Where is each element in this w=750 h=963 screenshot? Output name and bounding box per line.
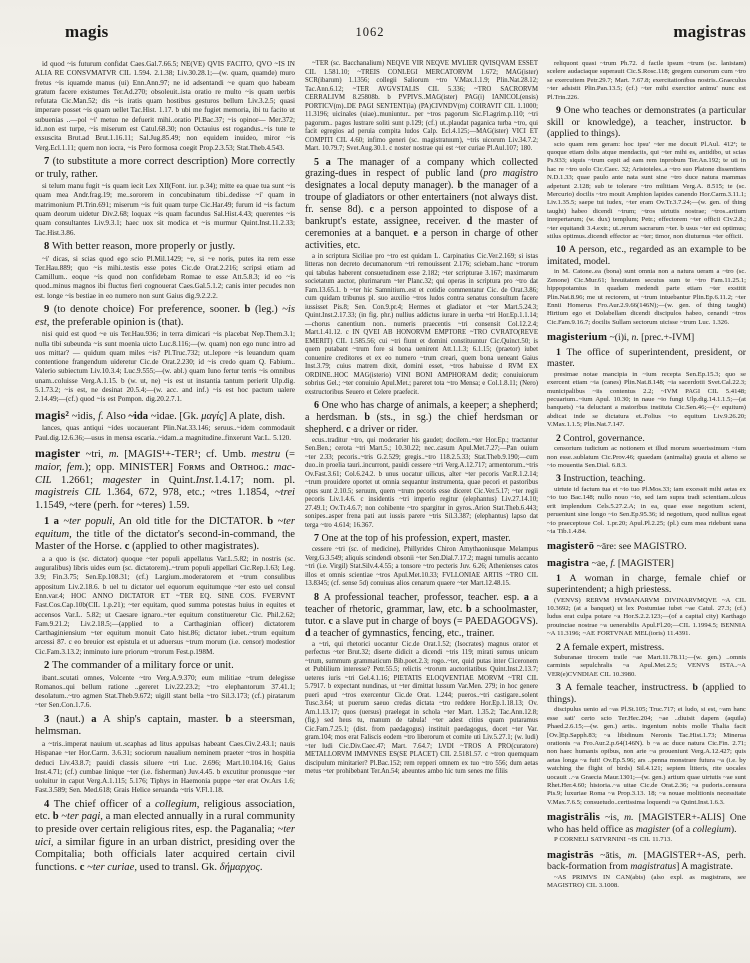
headword: magistrās bbox=[547, 848, 594, 861]
entry-headword-paragraph: magisterō ~āre: see MAGISTRO. bbox=[547, 540, 687, 553]
sense-heading: 8 With better reason, more properly or justly. bbox=[44, 240, 235, 252]
sense-heading: 3 Instruction, teaching. bbox=[556, 473, 646, 485]
sense-heading: 3 (naut.) a A ship's captain, master. b a steersman, helmsman. bbox=[35, 713, 296, 738]
entry-headword-paragraph: magis² ~idis, f. Also ~ida ~idae. [Gk. μαγίς] A plate, dish. bbox=[35, 408, 285, 422]
citation-paragraph: discipulus uenio ad ~as Pl.St.105; Truc.717; ei ludo, si est, ~am hanc esse sati' certo scio Ter.Hec.204; ~ae ..diuisit dapem (aquila) Phaed.2.6.15;—(w. gen.) artis.. ingenium nobis molle Thalia facit [Ov.]Ep.Sapph.83; ~a libidinum Neronis Tac.Hist.1.73; Minerua orationis ~a Fro.Aur.2.p.64(146N). b ~a ac duce natura Cic.Fin. 2.71; non haec humanis opibus, non arte ~a proueniunt Verg.A.12.427; quis aetas longa ~a fuit! Ov.Ep.5.96; ars ..penna monstrare futura ~a (i.e. by watching the flight of birds) Sil.4.121; septem litteris, rite uocales uocauit ..~a Graecia Maur.1301;—(w. gen.) artium quae uirtutis ~ae sunt Rhet.Her.4.60; historia..~a uitae Cic.de Orat.2.36; ~a pudoris..censura Pis.9; luxuriae Roma ~a Prop.3.13. 18; ~a nouae molitionis necessitate V.Max.7.6.5; consuetudo..certissima loquendi ~a Quint.Inst.1.6.3. bbox=[547, 706, 746, 806]
citation-paragraph: a ~tri, qui rhetorici uocantur Cic.de Orat.1.52; (Isocrates) magnus orator et perfectus ~ter Brut.32; diserte didicit a dicendi ~tris 119; mirati sumus unicum ~trum, summum grammaticum Bib.poet.2.3; rogo..~ter, quid putas inter Ciceronem et Publilium interesse? Petr.55.5; relictis ~trorum auctoritatibus Quint.Inst.2.13.7; ueteres iuris ~tri Gel.4.1.16; PIETATIS ELOQVENTIAE MORVM ~TRI CIL 5.7917. b expectant nundinas, ut ~ter dimittat lussum Var.Men. 279; in hoc genere pueri apud ~tros exercentur Cic.de Orat. 1.244; pueros..~tri castigare..solent Tusc.3.64; ut puerum saeuo credas dictata ~tro reddere Hor.Ep.1.18.13; Ov. Am.1.13.17; quos (uersus) praelegat in schola ~ter Mart. 1.35.2; Tac.Ann.12.8; (fig.) sed heus tu, manum de tabula! ~ter adest citius quam putaramus Cic.Fam.7.25.1; (dist. from paedagogus) instituit paedagogus, docet ~ter Var. gram.104; mos erat Faliscis eodem ~tro liberorum et comite uti Liv.5.27.1; (w. ludi) ~ter ludi Cic.Div.Caec.47; Mart. 7.64.7; LVDI ~TROS A PRO(curatore) METALLORVM IMMVNES ES(SE PLACET) CIL 2.5181.57. c ~tron quemquam discipulum minitarier? Pl.Bac.152; rem repperi omnem ex tuo ~tro 556; dum aetas metus ~ter prohibebant Ter.An.54; abeuntes ambo hic tum senes me filiis bbox=[305, 640, 538, 775]
sense-heading: 4 The chief officer of a collegium, religious association, etc. b ~ter pagi, a man elected annually in a rural community to preside over certain religious rites, esp. the Paganalia; ~ter uici, a similar figure in an urban district, presiding over the Compitalia; both officials later acquired certain civil functions. c ~ter curiae, used to transl. Gk. δήμαρχος. bbox=[35, 798, 295, 873]
sense-number: 8 bbox=[44, 240, 52, 252]
running-head-left-word: magis bbox=[65, 22, 109, 41]
sense-number: 7 bbox=[314, 533, 322, 545]
sense-number: 1 bbox=[556, 572, 570, 584]
sense-heading: 1 A woman in charge, female chief or superintendent; a high priestess. bbox=[547, 572, 746, 596]
sense-number: 8 bbox=[314, 591, 324, 603]
headword: magistra bbox=[547, 556, 590, 569]
running-head-right-word: magistras bbox=[673, 22, 746, 41]
citation-paragraph: lances, quas antiqui ~ides uocauerant Plin.Nat.33.146; seruus..~idem commodauit Paul.dig.12.6.36;—usus in mensa escaria..~idam..a magnitudine..finxerunt Var.L. 5.120. bbox=[35, 424, 295, 442]
citation-paragraph: in M. Catone..ea (bona) sunt omnia non a natura ueram a ~tro (sc. Zenone) Cic.Mur.61; hreuitatem secutus sum te ~tro Fam.11.25.1; hippopotamius in quadam medendi parte etiam ~ter exstitit Plin.Nat.8.96; me ut rectorem, ut ~trum intuebantur Plin.Ep.6.11.2; ~ter Ennii Homerus Fro.Aur.2.9.66(146N);—(w. gen. of thing taught) Hirtium ego et Dolabellam dicendi discipulos habeo, cenandi ~tros Cic.Fam.9.16.7; docilis Sullam sectorum uicisse ~trum Luc. 1.326. bbox=[547, 268, 746, 326]
sense-heading: 3 A female teacher, instructress. b (applied to things). bbox=[547, 682, 746, 705]
sense-number: 6 bbox=[314, 400, 322, 412]
headword: magis² bbox=[35, 408, 70, 422]
citation-paragraph: ~AS PRIMVS IN CAN(abis) (also expl. as magistrans, see MAGISTRO) CIL 3.1008. bbox=[547, 873, 746, 890]
citation-paragraph: Suburanae tirocem traile ~ae Mart.11.78.11;—(w. gen.) ..omnis carminis sepulchralis ~a Apul.Met.2.5; VENVS ISTA..~A VER(e)CVNDIAE CIL 10.3980. bbox=[547, 654, 746, 678]
citation-paragraph: cessere ~tri (sc. of medicine), Phillyrides Chiron Amythaoniusque Melampus Verg.G.3.549; aliquis scindendi obsonii ~ter Sen.Dial.7.17.2; magni tumulis accanto ~tri (i.e. Virgil) Stat.Silv.4.4.55; a tonsore ~tro pecteris Juv. 6.26; Athenienses catos illos et omnis scientiae ~tros Apul.Met.10.33; FVLLONIAE ARTIS ~TRO CIL 13.8345; (cf. sense 5d) conuiuas alios cenarum quaere ~ter Mart.12.48.15. bbox=[305, 546, 538, 588]
sense-heading: 9 (to denote choice) For preference, sooner. b (leg.) ~is est, the preferable opinion is (that). bbox=[35, 304, 295, 328]
sense-number: 2 bbox=[44, 660, 52, 671]
citation-paragraph: ibant..scutati omnes, Volcente ~tro Verg.A.9.370; eum militiae ~trum delegisse Romanos..qui bellum ratione ..gereret Liv.22.23.2; ~tro elephantorum 37.41.1; desolatum..~tro agmen Stat.Theb.9.672; uigill stant bella ~tro Sil.3.173; (cf.) piratarum ~ter Sen.Con.1.7.6. bbox=[35, 673, 295, 710]
headword: magistrālis bbox=[547, 811, 600, 824]
headword: magister bbox=[35, 446, 81, 460]
sense-number: 3 bbox=[44, 713, 57, 725]
entry-headword-paragraph: magistrās ~ātis, m. [MAGISTER+-AS, perh. back-formation from magistratus] A magistrate. bbox=[547, 848, 746, 873]
citation-paragraph: ~TER (sc. Bacchanalium) NEQVE VIR NEQVE MVLIER QVISQVAM ESSET CIL 1.581.10; ~TREIS CONLEGI MERCATORVM 1.672; MAG(ister) SCR(ibarum) 1.1356; collegii Saliorum ~tro V.Max.1.1.9; Plin.Nat.28.12; Tac.Ann.6.12; ~TER AVGVSTALIS CIL 5.336; ~TRO SACRORVM CERRALIVM 8.25808b. b PVPIVS..MAG(ister) PAG(i) IANICOL(ensis) PORTICV(m)..DE PAGI SENTENT(ia) (PA)CIVNDV(m) COIRAVIT CIL 1.1000; 11.3196; uicinales (uiae)..muniuntur.. per ~tros pagorum Sic.Fl.agrim.p.110; ~tri pagorum.. pagos lustrare soliti sunt p.129; (cf.) ut..plaudat paganica turba ~tro, qui facit egregios ad peruia compita ludos Calp. Ecl.4.125;—MAG(ister) VICI ET COMPITI CIL 4.60; infimo generi (sc. magistratuum), ~tris uicorum Liv.34.7.2; Mart. 10.79.7; Svet.Aug.30.1. c noster nostrae qui est ~ter curiae Pl.Aul.107; 180. bbox=[305, 60, 538, 152]
sense-number: 4 bbox=[44, 798, 54, 810]
citation-paragraph: scio quam rem geram: hoc ipsu' ~ter me docuit Pl.Aul. 412ᵃ; te quoque etiam dolis atque mendaciis, qui ~ter mihi es, antidibo, ut scias Ps.933; siquis ~trum cepit ad eam rem inprobum Ter.An.192; te uti in hac re ~tro uolo Cic.Caec. 32; Aristoteles..a ~tro suo Platone dissentiens N.D.1.33; quae paulo ante nata sunt sine ~tro duce natura mammas adpetunt 2.128; sub te tolerare ~tro militiam Verg.A. 8.515; te (sc. Mercurio) docilis ~tro mouit Amphion lapides canendo Hor.Carm.3.11.1; Liv.1.35.5; saepe tui iudex, ~ter eram Ov.Tr.3.7.24;—(w. gen. of thing taught) habeo dicendi ~trum; ~tros uirtutis nostrae; ~tros..artium inrepertarum; (w. dux) templum; Petr.; effectorem ~ter officii Civ.2.8.; ~ter equitandi 3.4.extr.; ut..rerum sacrarum ~ter. b usus ~ter est optimus; stilus optimus..dicendi effector ac ~ter; timor, non diuturnus ~ter officii. bbox=[547, 140, 746, 240]
sense-number: 9 bbox=[556, 105, 564, 117]
entry-headword-paragraph: magisterium ~(i)i, n. [prec.+-IVM] bbox=[547, 331, 695, 344]
sense-heading: 5 a The manager of a company which collected grazing-dues in respect of public land (pro magistro designates a local deputy manager). b the manager of a troupe of gladiators or other entertainers (not always dist. fr. sense 8d). c a person appointed to dispose of a bankrupt's estate, assignee, receiver. d the master of ceremonies at a banquet. e a person in charge of other activities, etc. bbox=[305, 156, 539, 251]
sense-number: 9 bbox=[44, 304, 54, 316]
sense-heading: 1 a ~ter populi, An old title for the DICTATOR. b ~ter equitum, the title of the dictator's second-in-command, the Master of the Horse. c (applied to other magistrates). bbox=[35, 515, 295, 553]
sense-heading: 2 Control, governance. bbox=[556, 432, 645, 444]
sense-number: 1 bbox=[556, 346, 567, 358]
citation-paragraph: (VENVS) RERVM HVMANARVM DIVINARVMQVE ~A CIL 10.3692; (at a banquet) ut lex Postumiae iubet ~ae Catul. 27.3; (cf.) ludus erat culpa potare ~a Hor.S.2.2.123;—(of a capital city) Karthago prouinciae nostrae ~a uenerabilis Apul.Fl.20;—CIL 1.1994.5; BENNIA ~A 11.3196; ~AE FORTVNAE MEL(ioris) 11.4391. bbox=[547, 596, 746, 638]
entry-headword-paragraph: magistrālis ~is, m. [MAGISTER+-ALIS] One who has held office as magister (of a collegium). bbox=[547, 811, 746, 835]
headword: magisterō bbox=[547, 540, 595, 553]
headword: magisterium bbox=[547, 331, 608, 344]
sense-number: 2 bbox=[556, 641, 564, 653]
sense-number: 2 bbox=[556, 432, 564, 444]
citation-paragraph: uirtute id factum tua et ~io tuo Pl.Mos.33; iam excessit mihi aetas ex ~io tuo Bac.148; nullo nouo ~io, sed iam supra tradi scientiam..ulcus erit implendum Cels.5.27.2.A; in ea, quae esse negotium scient, perueniunt sine longo ~io Sen.Ep.95.36; id negotium, quod nullius egeat ~io praeceptoue Col. 1.pr.20; Apul.Pl.2.25; (pl.) cum mea ridebunt uana ~ia Tib.1.4.84. bbox=[547, 485, 746, 535]
entry-headword-paragraph: magistra ~ae, f. [MAGISTER] bbox=[547, 556, 674, 569]
sense-heading: 8 A professional teacher, professor, teacher. esp. a a teacher of rhetoric, grammar, law, etc. b a schoolmaster, tutor. c a slave put in charge of boys (= PAEDAGOGVS). d a teacher of gymnastics, fencing, etc., trainer. bbox=[305, 591, 538, 639]
citation-paragraph: a in scriptura Siciliae pro ~tro est quidam L. Carpinatius Cic.Ver.2.169; si istas litteras non decreto decumanorum ~tri remouissent 2.176; sciebam..hanc ~trorum qui tabulas haberent consuetudinem esse 2.182; ~ter scripturae 3.167; maximarum societatum auctor, plurimarum ~ter Planc.32; qui operas in scriptura pro ~tro dat Fam.13.65.1. b ~ter hic Samnitium..est et cotidie commentatur Cic. de Orat.3.86; cum quidam tribunus pl. suo auxilio ~tros ludos contra senatus consultum facere iussisset Pis.8; Sen. Con.9.pr.4; Hermes et gladiator et ~ter Mart.5.24.3; Quint.Inst.2.17.33; (in fig. phr.) nullius addictus iurare in uerba ~tri Hor.Ep.1.1.14;—chorus canentium non.. numeris praecentis ~tri consensit Col.12.2.4; Mart.1.41.12. c IN QVEI AB HONORVM EMPTORE ~TRO CVRATO(REVE EMERIT) CIL 1.585.56; cui ~tri fiunt et domini constituuntur Cic.Quinct.50; is quem putabant ~trum fore si bona uenirent Att.1.1.3; 6.1.15; (praetor) iubet conuenire creditores et ex eo numero ~trum creari, quem bona ueneant Gaius Inst.3.79; cuius matrem dixit, domini esset, ~tros habuisse d RVM EX ORDINE..HOC MAG(isterio) VINI BONI AMPHORAM dedit; conuiuiorum sobrius Gel.; ~ter conuiuio Apul.Met.; pareret tota ~tro Mensa; e Col.1.8.11; (Nero) exstructoribus Seuero et Celere praefecit. bbox=[305, 252, 538, 396]
sense-heading: 7 One at the top of his profession, expert, master. bbox=[314, 533, 511, 545]
citation-paragraph: presimae notae mancipia in ~ium recepta Sen.Ep.15.3; quo se exercent etiam ~ia (canes) Plin.Nat.8.148; ~ia sacerdotii Svet.Cal.22.3; municipalibus ~iis contentus 2.2; ~IVM PAGI CIL 5.4148; pecuarium..~ium Apul. 10.30; in naue ~io fungi Ulp.dig.14.1.1.5;—(at banquets) ~ia deluctant a maioribus instituta Cic.Sen.46;—(~ equitum) abdicat inde se dictatura et..Folius ~io equitum Liv.9.26.20; V.Max.1.1.5; Plin.Nat.7.147. bbox=[547, 370, 746, 429]
sense-number: 3 bbox=[556, 473, 564, 485]
sense-number: 3 bbox=[556, 682, 566, 694]
sense-heading: 10 A person, etc., regarded as an example to be imitated, model. bbox=[547, 244, 747, 267]
sense-number: 5 a bbox=[314, 156, 338, 168]
citation-paragraph: id quod ~is futurum confidat Caes.Gal.7.66.5; NE(VE) QVIS FACITO, QVO ~IS IN ALIA RE CONSVMATVR CIL 1.594. 2.1.38; Liv.30.28.1;—(w. quam, quamde) muro fretus ~is iquamde manus (ui) Enn.Ann.97; ne id adsentandi ~e quam quo habeam gratum facere existumes Ter.Ad.270; obsoleuit..ista oratio re multo ~is quam uerbis refutata Cic.Man.52; dis ~is iratis quam hostibus gesturos bellum Liv.3.2.5; quasi imperare posset ~is quam uellet Tac.Hist. 1.17. b ubi me fugiet memoria, ibi tu facito ut subuenias ..—pol ~i' metuo ne defuerit mihi..oratio Pl.Bac.37; ~is opinor— Mer.372; id..non est turpe, ~is miserum est Catul.68.30; non Octauius est rogandus..~is tute te exsuscita Brut.ad Brut.1.16.11; Sal.Jug.85.49; non equidem inuideo, miror ~is Verg.Ecl.1.11; quem non iocra, ~is Pero formosa coegit Prop.2.3.53; Stat.Theb.4.543. bbox=[35, 60, 295, 152]
text-column-2 bbox=[305, 60, 538, 777]
citation-paragraph: a ~tris..imperat nauium ut..scaphas ad litus appulsas habeant Caes.Civ.2.43.1; nauis Hispanae ~ter Hor.Carm. 3.6.31; sociorum naualium neminem praeter ~tros in hospitia deduci Liv.43.8.7; pauidi classis siluere ~tri Luc. 2.696; Mart.10.104.16; Gaius Inst.4.71; (cf.) cumbae linique ~ter (i.e. fisherman) Juv.4.45. b excutitur pronusque ~ter uoluitur in caput Verg.A.1.115; 5.176; Tiphys in Haemonia puppe ~ter erat Ov.Ars 1.6; Fast.3.589; Sen. Med.618; Grais Helice seruanda ~tris V.Fl.1.18. bbox=[35, 739, 295, 795]
citation-paragraph: ecus..traditur ~tro, qui moderarier his gaudet; docilem..~ter Hor.Ep.; tractantur Sen.Ben.; cerota ~tri Mart.5.; 10.30.22; nec..casum Apul.Met.7.27;—Pan ouium ~ter 2.33; pecoris..~tris G.2.529; gregis..~tro 118.2.5.33; Stat.Theb.9.190;—cum duo..in proelia tauri..incurront, pauidi cessere ~tri Verg.A.12.717; armentorum..~tris Ov.Fast.3.61; Col.6.24.2. b unus uocatur uilicus, alter ~ter pecoris Var.R.1.2.14; ~trum prouidere oportet ut omnia sequantur instrumenta, quae pecori et pastoribus opus sunt 2.10.5; seruum, quem ~trum pecoris esse diceret Cic.Ver.5.17; ~ter regii pecoris Liv.1.4.6. c insidentis ~tri imperio regitur (elephantus) Liv.27.14.10; 27.49.1; Ov.Tr.4.6.7; non cohibente ~tro spargitur in gyros..Arion Stat.Theb.6.443; sonipes..asper frena pati aut iussis parere ~tris Sil.3.387; (elephantus) lapso dat terga ~tro 4.614; 16.367. bbox=[305, 436, 538, 529]
citation-paragraph: nisi quid est quod ~e uis Ter.Hau.936; in terra dimicari ~is placebat Nep.Them.3.1; nulla tibi subeunda ~is sunt moenia uicto Luc.8.116;—(w. quam) non ego nunc intro ad uos mittar? — quidum quam miles ~is? Pl.Truc.732; ut..lepore ~is leuandum quam contentione frangendum uideretur Cic.de Orat.2.230; id ~is credo quam Q. Fabium.. Valerio subiectum Liv.10.3.4; Luc.9.555;—(w. abl.) quam Iuno fertur terris ~is omnibus unam..coluisse Verg.A.1.15. b (w. ut, ne) ~is est ut instantia tantum perierit Ulp.dig. 5.1.73.2; ~is est, ne desinat 20.5.4;—(w. acc. and inf.) ~is est hoc pactum ualere 2.14.49;—(cf.) quod ~is est Pompon. dig.20.2.7.1. bbox=[35, 330, 295, 404]
sense-heading: 9 One who teaches or demonstrates (a particular skill or knowledge), a teacher, instructor. b (applied to things). bbox=[547, 105, 746, 140]
sense-number: 7 bbox=[44, 155, 53, 167]
citation-paragraph: si telum manu fugit ~is quam iecit Lex XII(Font. iur. p.34); mitte ea quae tua sunt ~is quam mea Andr.frag.19; me..sororem in concubinatum tibi..dedisse ~i' quam in matrimonium Pl.Trin.691; miserum ~is fuit quam turpe Cic.Har.49; furum id ~is factum quam deorum uidetur Div.2.68; loquax ~is quam facundus Sal.Hist.4.43; querentes ~is quam consultantes Liv.9.3.1; haec uox sit modica et ~is murmur Quint.Inst.11.2.33; Tac.Hist.3.86. bbox=[35, 182, 295, 237]
text-column-3 bbox=[547, 60, 746, 891]
text-column-1 bbox=[35, 60, 295, 875]
running-header bbox=[35, 22, 746, 48]
citation-paragraph: a a quo is (sc. dictator) quoque ~ter populi appellatus Var.L.5.82; in nostris (sc. auguralibus) libris uides eum (sc. dictatorem)..~trum populi appellari Cic.Rep.1.63; Leg. 3.9; Fin.3.75; Sen.Ep.108.31; (cf.) Largium..moderatorem et ~trum consulibus appositum Liv.2.18.6. b uel tu dictator uel equorum equitumque ~ter esto uel consul Enn.var.4; HOC ANNO DICTATOR ET ~TER EQ. SINE COS. FVERVNT Fast.Cos.Cap.10b(CIL 1.p.21); ~ter equitam, quod summa potestas huius in equites et accensos Var.L. 5.82; ut Caesare ignaro..~ter equitum constitueretur Cic. Phil.2.62; Fam.9.21.2; Liv.2.18.5;—(applied to a Carthaginian officer) dictatorem Carthaginiensium ~ter equitum monuit Cato hist.86; dictator iubet..~trum equitum arcessi 87. c eo breuior est epistula et ut aduersus ~trum morum (i.e. censor) modestior Cic.Fam.3.13.2; inminuto iure priorum ~trorum Fest.p.198M. bbox=[35, 554, 295, 656]
sense-number: 1 a bbox=[44, 515, 64, 527]
entry-headword-paragraph: magister ~tri, m. [MAGIS¹+-TER¹; cf. Umb. mestru (= maior, fem.); opp. MINISTER] Fᴏʀᴍѕ and Oʀᴛʜᴏɢ.: mac- CIL 1.2661; magester in Quint.Inst.1.4.17; nom. pl. magistreis CIL 1.364, 672, 978, etc.; ~tres 1.1854, ~trei 1.1549, ~tere (perh. for ~teres) 1.59. bbox=[35, 446, 295, 512]
page-number: 1062 bbox=[355, 25, 385, 39]
sense-heading: 7 (to substitute a more correct description) More correctly or truly, rather. bbox=[35, 155, 295, 180]
citation-paragraph: ~i' dicas, si scias quod ego scio Pl.Mil.1429; ~e, si ~e noris, putes ita rem esse Ter.Hau.889; quo ~is mihi..testis esse potes Cic.de Orat.2.216; scripsi etiam ad Camillum.. eoque ~is quod non confidebam Romae te esse Att.5.8.3; id eo ~is quod..minus magnos ibi fluctus fieri cognouerat Caes.Gal.5.1.2; canis inter pecudes non est. longe ~is bestiae in eo numero non sunt Gaius dig.9.2.2.2. bbox=[35, 254, 295, 300]
sense-heading: 6 One who has charge of animals, a keeper; a shepherd; a herdsman. b (sts., in sg.) the chief herdsman or shepherd. c a driver or rider. bbox=[305, 400, 538, 436]
citation-paragraph: censorium iudicium ac notionem et illud morum seuerissimum ~ium non esse..sublatum Cic.Prov.46; quaedam (animalia) grauia et alieno se ~io mouentia Sen.Dial. 6.8.3. bbox=[547, 445, 746, 469]
citation-paragraph: P CORNELI SATVRNINI ~IS CIL 11.713. bbox=[554, 836, 673, 844]
sense-heading: 2 A female expert, mistress. bbox=[556, 641, 665, 653]
sense-heading: 1 The office of superintendent, president, or master. bbox=[547, 346, 747, 370]
sense-number: 10 bbox=[556, 244, 569, 256]
citation-paragraph: reliquont quasi ~trum Ph.72. d facile ipsum ~trum (sc. lanistam) scelere audaciaque superauit Cic.S.Rosc.118; gregem cursorum cum ~tro se exercuitem Petr.29.7; Mart. 7.67.8; exercitationibus nostris..Graeculus ~ter adsistit Plin.Pan.13.5; (cf.) ~ter mihi exercitor animu' nunc est Pl.Trin.226. bbox=[547, 60, 746, 101]
sense-heading: 2 The commander of a military force or unit. bbox=[44, 660, 234, 671]
